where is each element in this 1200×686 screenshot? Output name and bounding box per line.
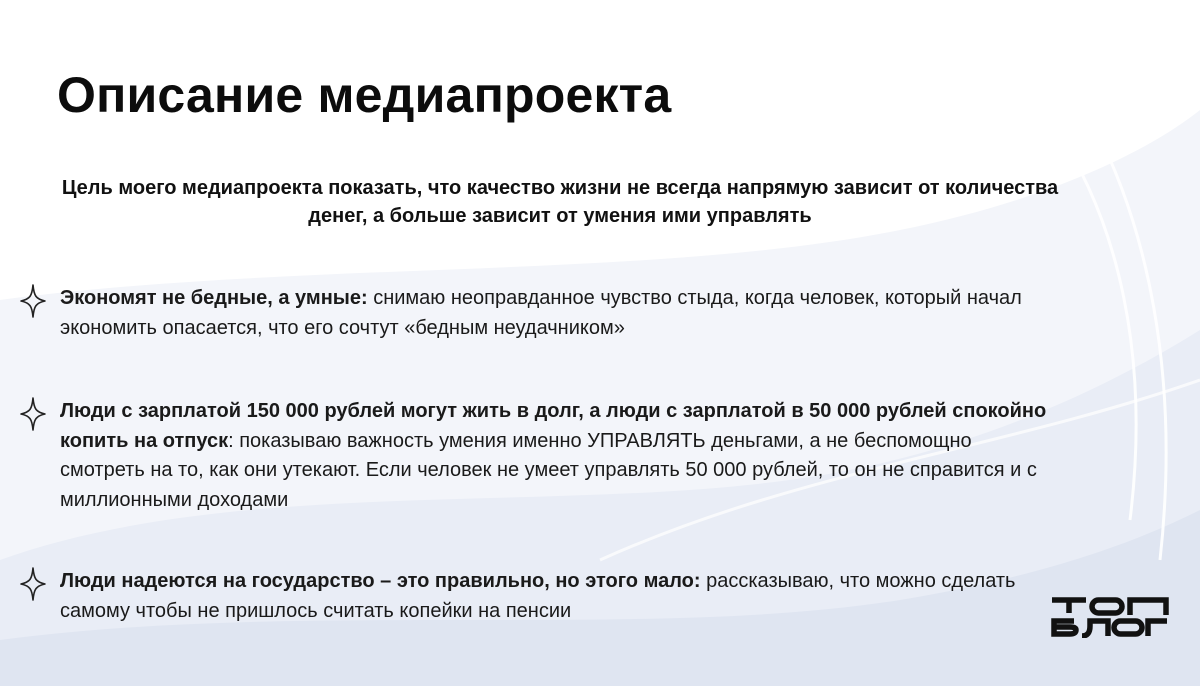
bullet-text	[60, 567, 1050, 626]
bullet-lead: Люди с зарплатой 150 000 рублей могут жить в долг, а люди с зарплатой в 50 000 рублей спокойно копить на отпуск	[60, 400, 1047, 452]
four-point-star-icon	[20, 284, 46, 318]
four-point-star-icon	[20, 567, 46, 601]
bullet-text	[60, 397, 1050, 515]
bullet-body: : показываю важность умения именно УПРАВЛЯТЬ деньгами, а не беспомощно смотреть на то, как они утекают. Если человек не умеет управлять 50 000 рублей, то он не справится и с миллионными доходами	[60, 429, 1037, 511]
top-blog-logo	[1050, 596, 1170, 638]
bullet-body: снимаю неоправданное чувство стыда, когда человек, который начал экономить опасается, что его сочтут «бедным неудачником»	[60, 287, 1022, 339]
bullet-text	[60, 284, 1050, 343]
four-point-star-icon	[20, 397, 46, 431]
bullet-lead: Экономят не бедные, а умные:	[60, 287, 368, 309]
bullet-body: рассказываю, что можно сделать самому чтобы не пришлось считать копейки на пенсии	[60, 570, 1016, 622]
slide-title: Описание медиапроекта	[57, 67, 672, 123]
project-goal: Цель моего медиапроекта показать, что качество жизни не всегда напрямую зависит от количества денег, а больше зависит от умения ими управлять	[61, 177, 1059, 227]
bullet-lead: Люди надеются на государство – это правильно, но этого мало:	[60, 570, 701, 592]
